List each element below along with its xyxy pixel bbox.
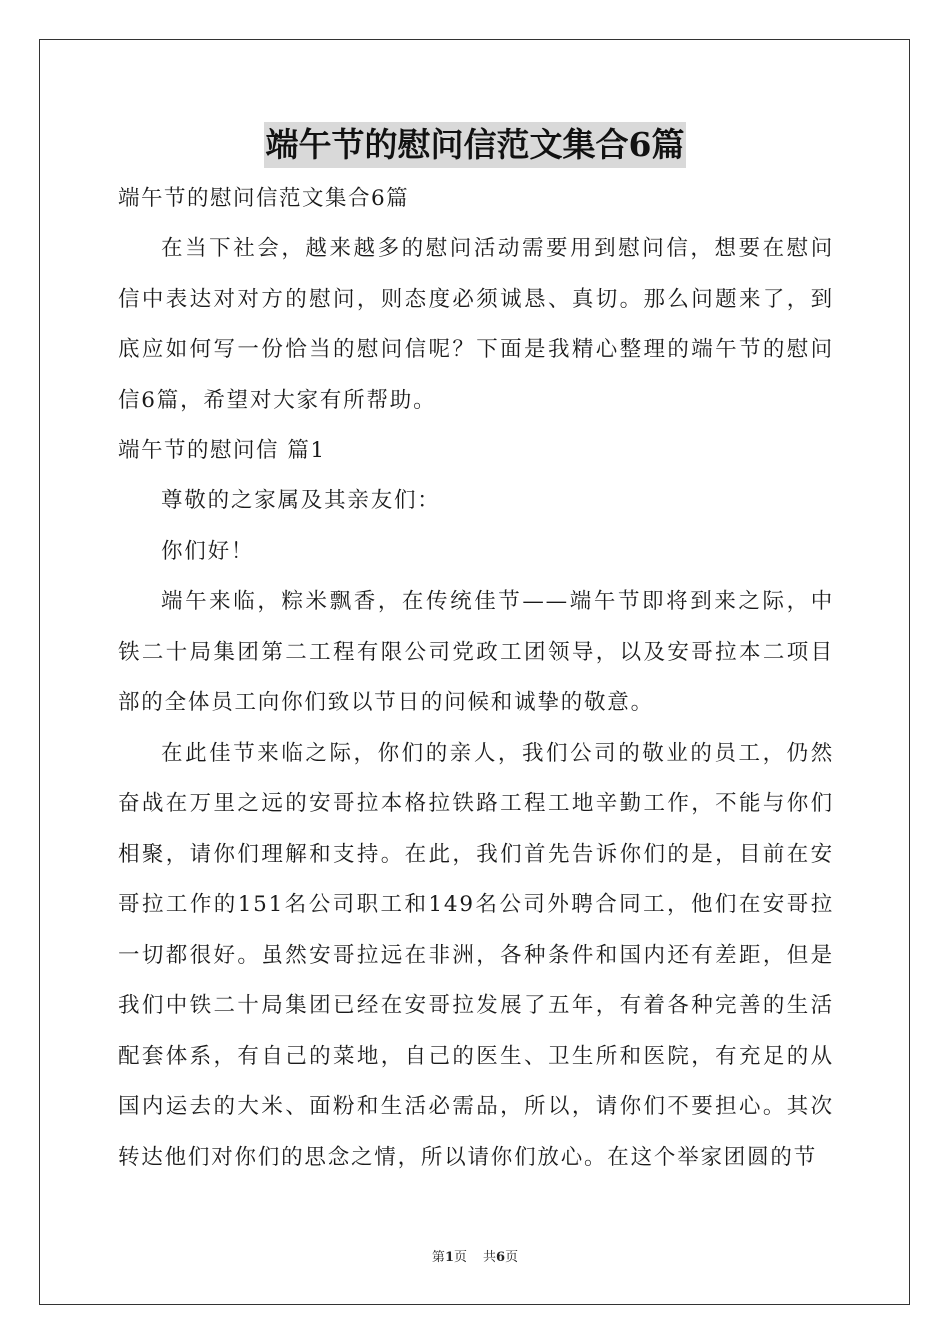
document-body: [118, 180, 834, 1183]
document-subtitle: 端午节的慰问信范文集合6篇: [118, 186, 410, 211]
body-paragraph: 在此佳节来临之际，你们的亲人，我们公司的敬业的员工，仍然奋战在万里之远的安哥拉本格拉铁路工程工地辛勤工作，不能与你们相聚，请你们理解和支持。在此，我们首先告诉你们的是，目前在安哥拉工作的151名公司职工和149名公司外聘合同工，他们在安哥拉一切都很好。虽然安哥拉远在非洲，各种条件和国内还有差距，但是我们中铁二十局集团已经在安哥拉发展了五年，有着各种完善的生活配套体系，有自己的菜地，自己的医生、卫生所和医院，有充足的从国内运去的大米、面粉和生活必需品，所以，请你们不要担心。其次转达他们对你们的思念之情，所以请你们放心。在这个举家团圆的节: [118, 740, 834, 1170]
total-suffix: 页: [505, 1250, 519, 1265]
total-prefix: 共: [483, 1250, 497, 1265]
salutation: 尊敬的之家属及其亲友们：: [161, 488, 441, 513]
section-heading: 端午节的慰问信 篇1: [118, 438, 326, 463]
page-prefix: 第: [431, 1250, 445, 1265]
intro-paragraph: 在当下社会，越来越多的慰问活动需要用到慰问信，想要在慰问信中表达对对方的慰问，则态度必须诚恳、真切。那么问题来了，到底应如何写一份恰当的慰问信呢？下面是我精心整理的端午节的慰问信6篇，希望对大家有所帮助。: [118, 236, 834, 413]
document-title: 端午节的慰问信范文集合6篇: [264, 122, 687, 168]
title-container: [0, 122, 950, 168]
page-suffix: 页: [453, 1250, 467, 1265]
body-paragraph: 端午来临，粽米飘香，在传统佳节——端午节即将到来之际，中铁二十局集团第二工程有限公司党政工团领导，以及安哥拉本二项目部的全体员工向你们致以节日的问候和诚挚的敬意。: [118, 589, 834, 715]
total-pages: 6: [496, 1250, 506, 1265]
page-footer: [0, 1246, 950, 1265]
page-number: 1: [444, 1250, 454, 1265]
greeting: 你们好！: [161, 538, 255, 564]
